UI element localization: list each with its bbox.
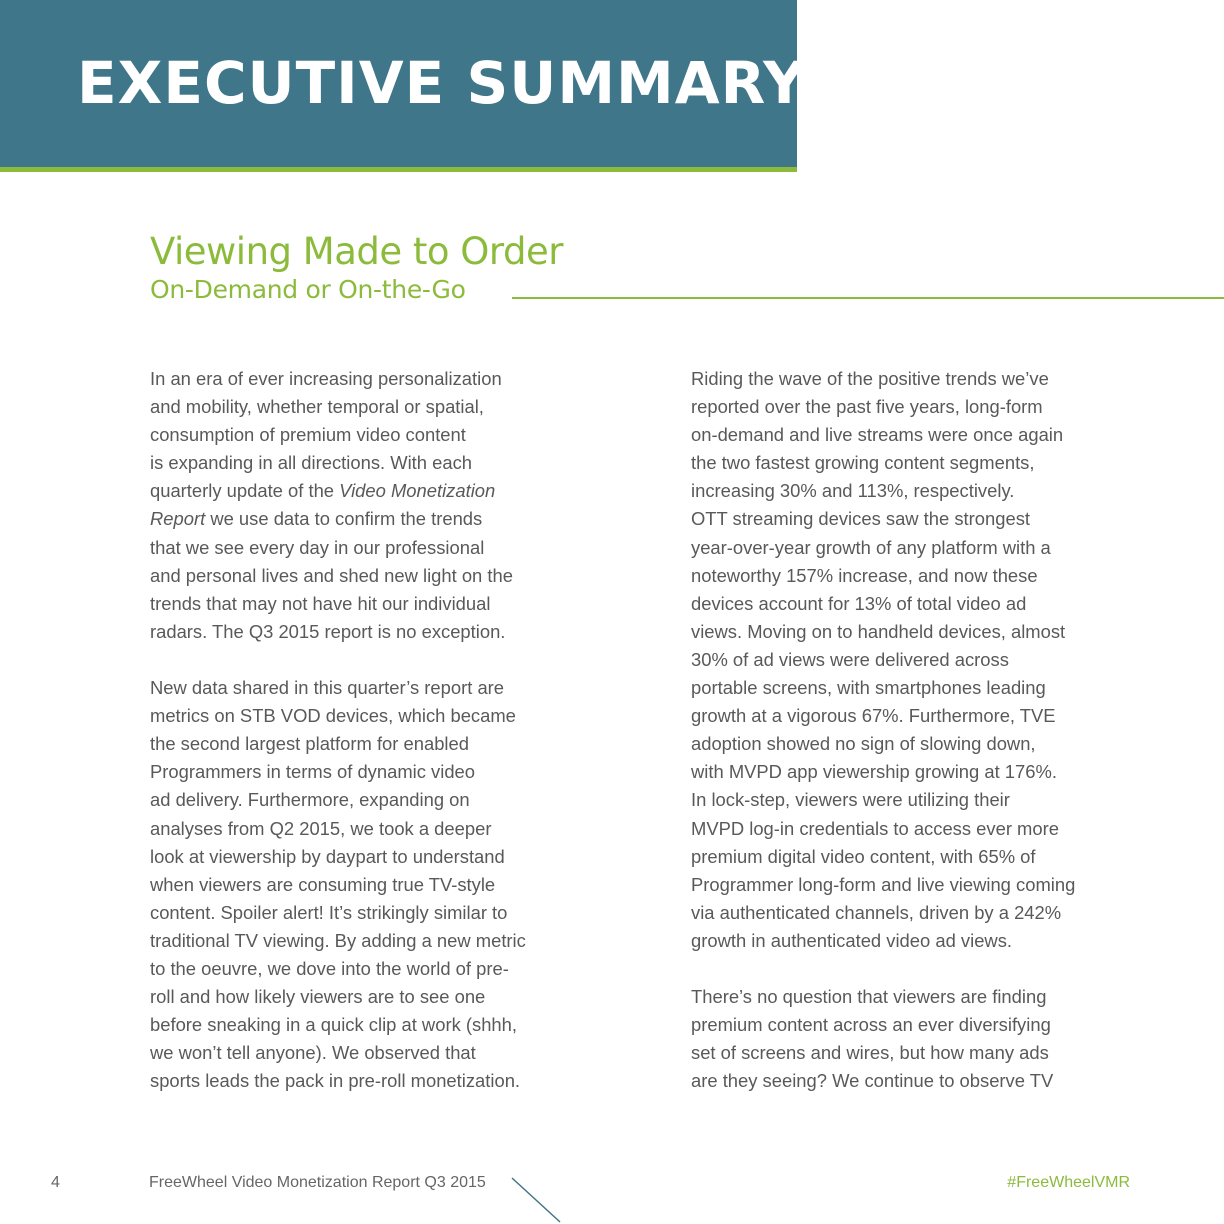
body-line: views. Moving on to handheld devices, almost [691,620,1066,642]
section-heading: Viewing Made to Order [150,230,563,273]
section-subheading: On-Demand or On-the-Go [150,275,466,304]
body-line: premium content across an ever diversifying [691,1014,1051,1036]
body-line: quarterly update of the Video Monetization [150,480,496,502]
body-line: MVPD log-in credentials to access ever more [691,817,1059,839]
body-line: consumption of premium video content [150,424,466,446]
body-line: set of screens and wires, but how many ads [691,1042,1049,1064]
body-line: reported over the past five years, long-form [691,396,1043,418]
body-line: growth at a vigorous 67%. Furthermore, TVE [691,705,1056,727]
body-line: the two fastest growing content segments, [691,452,1035,474]
body-line: and personal lives and shed new light on the [150,564,513,586]
body-line: when viewers are consuming true TV-style [150,873,496,895]
body-line: via authenticated channels, driven by a 242% [691,901,1062,923]
body-line: devices account for 13% of total video ad [691,592,1027,614]
body-line: content. Spoiler alert! It’s strikingly similar to [150,901,508,923]
body-line: adoption showed no sign of slowing down, [691,733,1036,755]
page-title: EXECUTIVE SUMMARY [77,49,807,117]
body-line: Report we use data to confirm the trends [150,508,483,530]
body-paragraph [150,674,570,1095]
body-line: New data shared in this quarter’s report are [150,677,505,699]
body-line: 30% of ad views were delivered across [691,648,1009,670]
body-paragraph [691,983,1116,1095]
body-line: with MVPD app viewership growing at 176%. [691,761,1057,783]
footer-diagonal-line [510,1176,562,1224]
footer-report-name: FreeWheel Video Monetization Report Q3 2015 [149,1174,486,1191]
page-number: 4 [51,1174,60,1191]
body-line: analyses from Q2 2015, we took a deeper [150,817,492,839]
body-line: look at viewership by daypart to understand [150,845,505,867]
body-line: to the oeuvre, we dove into the world of pre- [150,957,509,979]
body-line: Programmers in terms of dynamic video [150,761,476,783]
body-line: ad delivery. Furthermore, expanding on [150,789,470,811]
body-line: are they seeing? We continue to observe TV [691,1070,1054,1092]
body-line: sports leads the pack in pre-roll monetization. [150,1070,521,1092]
body-line: year-over-year growth of any platform with a [691,536,1051,558]
body-line: Programmer long-form and live viewing coming [691,873,1076,895]
body-line: traditional TV viewing. By adding a new metric [150,929,526,951]
body-line: roll and how likely viewers are to see one [150,986,486,1008]
body-line: is expanding in all directions. With each [150,452,473,474]
body-line: portable screens, with smartphones leading [691,677,1046,699]
body-line: the second largest platform for enabled [150,733,469,755]
body-line: on-demand and live streams were once again [691,424,1064,446]
body-line: trends that may not have hit our individual [150,592,491,614]
footer-hashtag: #FreeWheelVMR [1007,1174,1130,1191]
header-accent-rule [0,167,797,172]
body-column-left [150,365,570,1124]
body-line: growth in authenticated video ad views. [691,929,1013,951]
body-line: premium digital video content, with 65% of [691,845,1036,867]
body-line: In an era of ever increasing personalization [150,368,502,389]
body-line: and mobility, whether temporal or spatial, [150,396,484,418]
body-line: that we see every day in our professional [150,536,485,558]
body-line: In lock-step, viewers were utilizing their [691,789,1010,811]
body-line: OTT streaming devices saw the strongest [691,508,1031,530]
body-paragraph [150,365,570,646]
body-line: noteworthy 157% increase, and now these [691,564,1038,586]
body-paragraph [691,365,1116,955]
body-column-right [691,365,1116,1124]
body-line: Riding the wave of the positive trends we’ve [691,368,1049,389]
body-line: increasing 30% and 113%, respectively. [691,480,1015,502]
body-line: before sneaking in a quick clip at work (shhh, [150,1014,517,1036]
body-line: metrics on STB VOD devices, which became [150,705,516,727]
section-divider [512,297,1224,299]
body-line: There’s no question that viewers are finding [691,986,1047,1008]
body-line: radars. The Q3 2015 report is no exception. [150,620,506,642]
body-line: we won’t tell anyone). We observed that [150,1042,476,1064]
